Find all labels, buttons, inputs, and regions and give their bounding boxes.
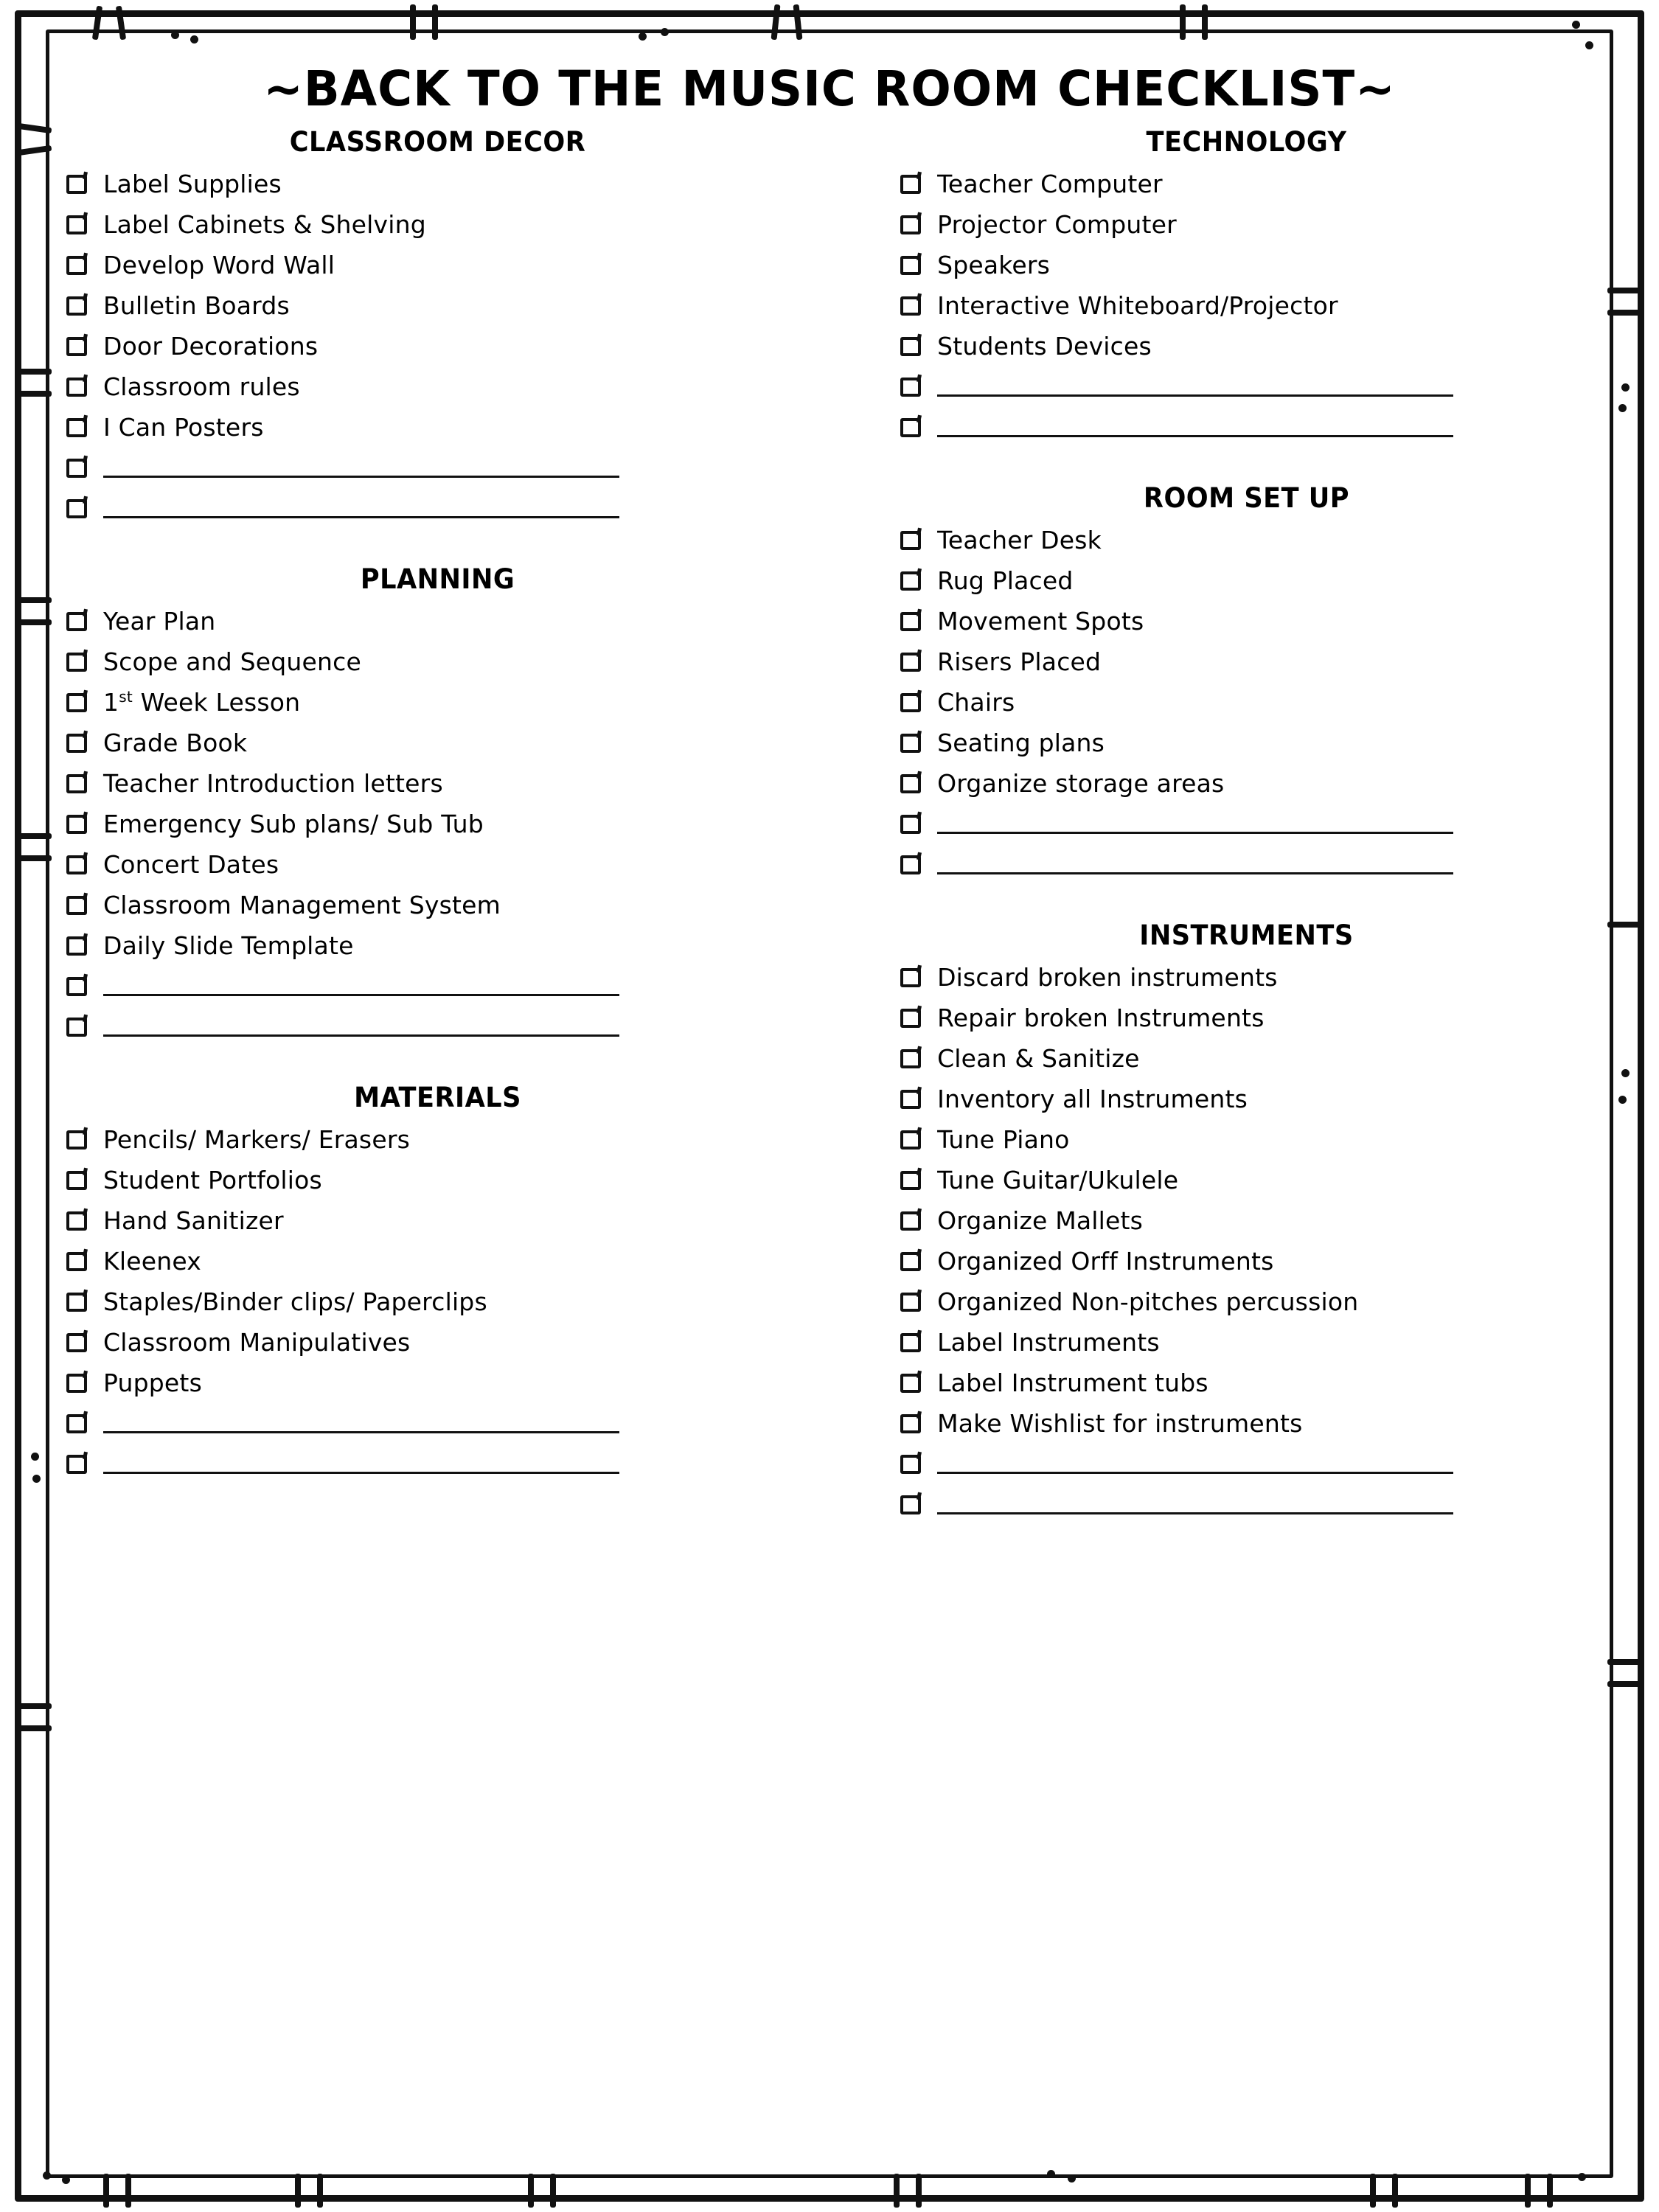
write-in-line[interactable] (103, 1414, 619, 1433)
frame-stitch (125, 2174, 131, 2208)
checklist-technology (900, 168, 1593, 444)
frame-dot (1618, 1096, 1627, 1104)
frame-dot (1047, 2170, 1055, 2178)
list-item[interactable] (66, 1367, 809, 1399)
list-item[interactable] (66, 1245, 809, 1278)
checklist-planning (66, 605, 809, 1043)
frame-stitch (528, 2174, 534, 2208)
list-item-blank[interactable] (66, 493, 809, 525)
write-in-line[interactable] (103, 1455, 619, 1474)
checklist-materials (66, 1124, 809, 1481)
list-item[interactable] (900, 768, 1593, 800)
list-item-label: Teacher Desk (937, 525, 1102, 554)
frame-dot (639, 32, 647, 41)
frame-stitch (1370, 2174, 1376, 2208)
list-item[interactable] (900, 1205, 1593, 1237)
frame-stitch (18, 597, 52, 603)
page-title: ~BACK TO THE MUSIC ROOM CHECKLIST~ (263, 60, 1396, 117)
checkbox-icon[interactable] (900, 1252, 921, 1271)
list-item[interactable] (900, 1124, 1593, 1156)
list-item[interactable] (900, 686, 1593, 719)
list-item-label: 1st Week Lesson (103, 688, 301, 717)
checkbox-icon[interactable] (66, 1171, 87, 1190)
list-item-label: Label Cabinets & Shelving (103, 209, 426, 239)
frame-dot (62, 2176, 70, 2184)
section-title-planning: PLANNING (360, 563, 515, 595)
list-item-label: Organized Orff Instruments (937, 1246, 1274, 1276)
frame-dot (1578, 2173, 1586, 2181)
list-item[interactable] (66, 330, 809, 363)
list-item-label: Discard broken instruments (937, 962, 1278, 992)
list-item-label: Make Wishlist for instruments (937, 1408, 1303, 1438)
frame-stitch (432, 4, 438, 40)
checkbox-icon[interactable] (900, 1009, 921, 1028)
list-item-label: Interactive Whiteboard/Projector (937, 291, 1338, 320)
list-item-label: Label Supplies (103, 169, 282, 198)
checkbox-icon[interactable] (66, 296, 87, 316)
list-item-label: Organize storage areas (937, 768, 1225, 798)
checkbox-icon[interactable] (900, 815, 921, 834)
list-item-label: Emergency Sub plans/ Sub Tub (103, 809, 484, 838)
checkbox-icon[interactable] (66, 1333, 87, 1352)
list-item-label: Concert Dates (103, 849, 279, 879)
checkbox-icon[interactable] (900, 1171, 921, 1190)
list-item-label: Develop Word Wall (103, 250, 335, 279)
checkbox-icon[interactable] (900, 968, 921, 987)
checkbox-icon[interactable] (900, 296, 921, 316)
list-item-label: Chairs (937, 687, 1015, 717)
frame-dot (1068, 2174, 1076, 2183)
list-item-blank[interactable] (900, 808, 1593, 841)
list-item-label: Label Instrument tubs (937, 1368, 1208, 1397)
checkbox-icon[interactable] (900, 1211, 921, 1231)
list-item-blank[interactable] (900, 1448, 1593, 1481)
list-item-label: Puppets (103, 1368, 202, 1397)
list-item-label: Kleenex (103, 1246, 201, 1276)
list-item[interactable] (66, 727, 809, 759)
checkbox-icon[interactable] (66, 459, 87, 478)
checkbox-icon[interactable] (900, 1049, 921, 1068)
frame-stitch (1547, 2174, 1553, 2208)
list-item[interactable] (900, 1367, 1593, 1399)
frame-stitch (18, 855, 52, 861)
list-item-label: I Can Posters (103, 412, 264, 442)
checkbox-icon[interactable] (900, 1414, 921, 1433)
checkbox-icon[interactable] (900, 531, 921, 550)
frame-stitch (410, 4, 416, 40)
list-item[interactable] (900, 646, 1593, 678)
checklist-columns (66, 126, 1593, 1559)
checkbox-icon[interactable] (66, 936, 87, 956)
list-item[interactable] (66, 1326, 809, 1359)
checkbox-icon[interactable] (66, 977, 87, 996)
list-item-label: Staples/Binder clips/ Paperclips (103, 1287, 487, 1316)
frame-stitch (18, 369, 52, 375)
checklist-classroom-decor (66, 168, 809, 525)
frame-stitch (1392, 2174, 1398, 2208)
frame-stitch (1180, 4, 1186, 40)
list-item[interactable] (66, 849, 809, 881)
section-title-technology: TECHNOLOGY (1146, 126, 1347, 158)
frame-stitch (18, 619, 52, 625)
list-item[interactable] (900, 249, 1593, 282)
write-in-line[interactable] (937, 1495, 1453, 1514)
frame-dot (171, 31, 179, 39)
list-item[interactable] (66, 605, 809, 638)
section-instruments (900, 919, 1593, 1521)
list-item[interactable] (66, 768, 809, 800)
list-item[interactable] (900, 1043, 1593, 1075)
write-in-line[interactable] (103, 1018, 619, 1037)
checkbox-icon[interactable] (66, 612, 87, 631)
write-in-line[interactable] (937, 378, 1453, 397)
list-item-label: Rug Placed (937, 566, 1074, 595)
section-materials (66, 1082, 809, 1481)
frame-dot (31, 1453, 39, 1461)
write-in-line[interactable] (103, 459, 619, 478)
list-item-label: Label Instruments (937, 1327, 1160, 1357)
checkbox-icon[interactable] (66, 734, 87, 753)
write-in-line[interactable] (937, 418, 1453, 437)
list-item-label: Classroom rules (103, 372, 300, 401)
list-item-blank[interactable] (900, 371, 1593, 403)
frame-stitch (18, 833, 52, 839)
list-item[interactable] (66, 889, 809, 922)
checkbox-icon[interactable] (66, 1018, 87, 1037)
section-title-instruments: INSTRUMENTS (1139, 919, 1354, 951)
write-in-line[interactable] (103, 499, 619, 518)
list-item-label: Hand Sanitizer (103, 1206, 284, 1235)
checkbox-icon[interactable] (66, 499, 87, 518)
list-item-label: Organized Non-pitches percussion (937, 1287, 1359, 1316)
list-item-blank[interactable] (66, 1011, 809, 1043)
checkbox-icon[interactable] (900, 571, 921, 591)
frame-stitch (550, 2174, 556, 2208)
frame-dot (1572, 21, 1580, 29)
checkbox-icon[interactable] (66, 215, 87, 234)
checklist-room-set-up (900, 524, 1593, 881)
list-item-blank[interactable] (900, 1489, 1593, 1521)
section-classroom-decor (66, 126, 809, 525)
frame-stitch (18, 1725, 52, 1731)
list-item-label: Tune Guitar/Ukulele (937, 1165, 1179, 1194)
list-item[interactable] (900, 1083, 1593, 1116)
list-item-label: Daily Slide Template (103, 931, 354, 960)
list-item-label: Year Plan (103, 606, 216, 636)
list-item[interactable] (900, 1164, 1593, 1197)
list-item[interactable] (900, 1245, 1593, 1278)
list-item[interactable] (900, 209, 1593, 241)
frame-stitch (1607, 310, 1641, 316)
write-in-line[interactable] (937, 855, 1453, 874)
checkbox-icon[interactable] (66, 1211, 87, 1231)
list-item[interactable] (900, 168, 1593, 201)
list-item[interactable] (66, 249, 809, 282)
checkbox-icon[interactable] (900, 418, 921, 437)
frame-stitch (295, 2174, 301, 2208)
list-item-label: Scope and Sequence (103, 647, 361, 676)
checkbox-icon[interactable] (900, 855, 921, 874)
frame-dot (43, 2171, 51, 2180)
checkbox-icon[interactable] (900, 1130, 921, 1150)
checkbox-icon[interactable] (900, 653, 921, 672)
checkbox-icon[interactable] (900, 256, 921, 275)
list-item-label: Door Decorations (103, 331, 319, 361)
frame-dot (32, 1475, 41, 1483)
list-item-label: Students Devices (937, 331, 1152, 361)
list-item[interactable] (66, 808, 809, 841)
list-item[interactable] (66, 1205, 809, 1237)
checkbox-icon[interactable] (900, 1455, 921, 1474)
list-item-label: Movement Spots (937, 606, 1144, 636)
list-item-label: Speakers (937, 250, 1051, 279)
write-in-line[interactable] (937, 1455, 1453, 1474)
checkbox-icon[interactable] (66, 1130, 87, 1150)
list-item[interactable] (900, 1326, 1593, 1359)
checkbox-icon[interactable] (66, 1455, 87, 1474)
list-item[interactable] (900, 1286, 1593, 1318)
checkbox-icon[interactable] (66, 256, 87, 275)
checkbox-icon[interactable] (66, 337, 87, 356)
checkbox-icon[interactable] (900, 693, 921, 712)
list-item-label: Organize Mallets (937, 1206, 1144, 1235)
list-item-label: Tune Piano (937, 1124, 1070, 1154)
list-item-label: Bulletin Boards (103, 291, 290, 320)
list-item[interactable] (66, 1164, 809, 1197)
frame-stitch (894, 2174, 900, 2208)
list-item-label: Clean & Sanitize (937, 1043, 1140, 1073)
list-item[interactable] (66, 646, 809, 678)
section-technology (900, 126, 1593, 444)
section-room-set-up (900, 482, 1593, 881)
list-item[interactable] (66, 371, 809, 403)
checkbox-icon[interactable] (66, 896, 87, 915)
frame-dot (661, 28, 669, 36)
list-item-blank[interactable] (66, 970, 809, 1003)
checkbox-icon[interactable] (66, 653, 87, 672)
list-item[interactable] (66, 168, 809, 201)
list-item[interactable] (66, 209, 809, 241)
list-item-label: Student Portfolios (103, 1165, 322, 1194)
frame-stitch (103, 2174, 109, 2208)
list-item-label: Classroom Manipulatives (103, 1327, 411, 1357)
frame-stitch (18, 1703, 52, 1709)
list-item-label: Repair broken Instruments (937, 1003, 1265, 1032)
checkbox-icon[interactable] (900, 378, 921, 397)
list-item[interactable] (900, 961, 1593, 994)
checkbox-icon[interactable] (66, 378, 87, 397)
checkbox-icon[interactable] (66, 1252, 87, 1271)
list-item-label: Grade Book (103, 728, 248, 757)
list-item[interactable] (900, 565, 1593, 597)
checkbox-icon[interactable] (66, 418, 87, 437)
list-item[interactable] (900, 1002, 1593, 1034)
list-item-label: Teacher Introduction letters (103, 768, 443, 798)
checkbox-icon[interactable] (900, 734, 921, 753)
checkbox-icon[interactable] (66, 1414, 87, 1433)
list-item[interactable] (900, 290, 1593, 322)
left-column (66, 126, 809, 1559)
frame-dot (190, 35, 198, 44)
list-item[interactable] (900, 330, 1593, 363)
frame-stitch (1525, 2174, 1531, 2208)
list-item-label: Teacher Computer (937, 169, 1163, 198)
frame-stitch (1607, 1681, 1641, 1687)
checkbox-icon[interactable] (66, 1293, 87, 1312)
list-item-label: Pencils/ Markers/ Erasers (103, 1124, 410, 1154)
checkbox-icon[interactable] (900, 215, 921, 234)
list-item[interactable] (66, 1124, 809, 1156)
frame-stitch (317, 2174, 323, 2208)
checkbox-icon[interactable] (900, 612, 921, 631)
list-item-label: Projector Computer (937, 209, 1177, 239)
section-title-materials: MATERIALS (354, 1082, 521, 1113)
write-in-line[interactable] (103, 977, 619, 996)
frame-stitch (18, 391, 52, 397)
list-item[interactable] (900, 727, 1593, 759)
checkbox-icon[interactable] (900, 1293, 921, 1312)
checkbox-icon[interactable] (66, 855, 87, 874)
frame-dot (1618, 404, 1627, 412)
list-item[interactable] (66, 1286, 809, 1318)
list-item-blank[interactable] (900, 849, 1593, 881)
checkbox-icon[interactable] (900, 1333, 921, 1352)
write-in-line[interactable] (937, 815, 1453, 834)
checkbox-icon[interactable] (66, 815, 87, 834)
list-item[interactable] (66, 930, 809, 962)
checkbox-icon[interactable] (900, 175, 921, 194)
frame-stitch (1607, 1659, 1641, 1665)
checkbox-icon[interactable] (900, 1090, 921, 1109)
list-item-blank[interactable] (66, 1448, 809, 1481)
list-item[interactable] (66, 290, 809, 322)
frame-stitch (1202, 4, 1208, 40)
section-title-room-set-up: ROOM SET UP (1143, 482, 1350, 514)
checklist-instruments (900, 961, 1593, 1521)
checklist-content (66, 46, 1593, 2160)
checkbox-icon[interactable] (900, 774, 921, 793)
list-item-blank[interactable] (66, 1408, 809, 1440)
checkbox-icon[interactable] (66, 1374, 87, 1393)
list-item[interactable] (900, 524, 1593, 557)
checkbox-icon[interactable] (66, 175, 87, 194)
checkbox-icon[interactable] (900, 337, 921, 356)
frame-stitch (1607, 288, 1641, 293)
checkbox-icon[interactable] (900, 1495, 921, 1514)
frame-stitch (916, 2174, 922, 2208)
frame-stitch (1607, 922, 1641, 928)
list-item[interactable] (66, 686, 809, 719)
frame-dot (1621, 1069, 1630, 1077)
section-title-classroom-decor: CLASSROOM DECOR (289, 126, 586, 158)
list-item-blank[interactable] (66, 452, 809, 484)
section-planning (66, 563, 809, 1043)
checkbox-icon[interactable] (66, 774, 87, 793)
right-column (849, 126, 1593, 1559)
checkbox-icon[interactable] (66, 693, 87, 712)
checkbox-icon[interactable] (900, 1374, 921, 1393)
list-item-label: Seating plans (937, 728, 1105, 757)
list-item-blank[interactable] (900, 411, 1593, 444)
list-item[interactable] (66, 411, 809, 444)
list-item-label: Risers Placed (937, 647, 1102, 676)
list-item-label: Inventory all Instruments (937, 1084, 1248, 1113)
list-item-label: Classroom Management System (103, 890, 501, 919)
frame-dot (1621, 383, 1630, 392)
list-item[interactable] (900, 605, 1593, 638)
list-item[interactable] (900, 1408, 1593, 1440)
